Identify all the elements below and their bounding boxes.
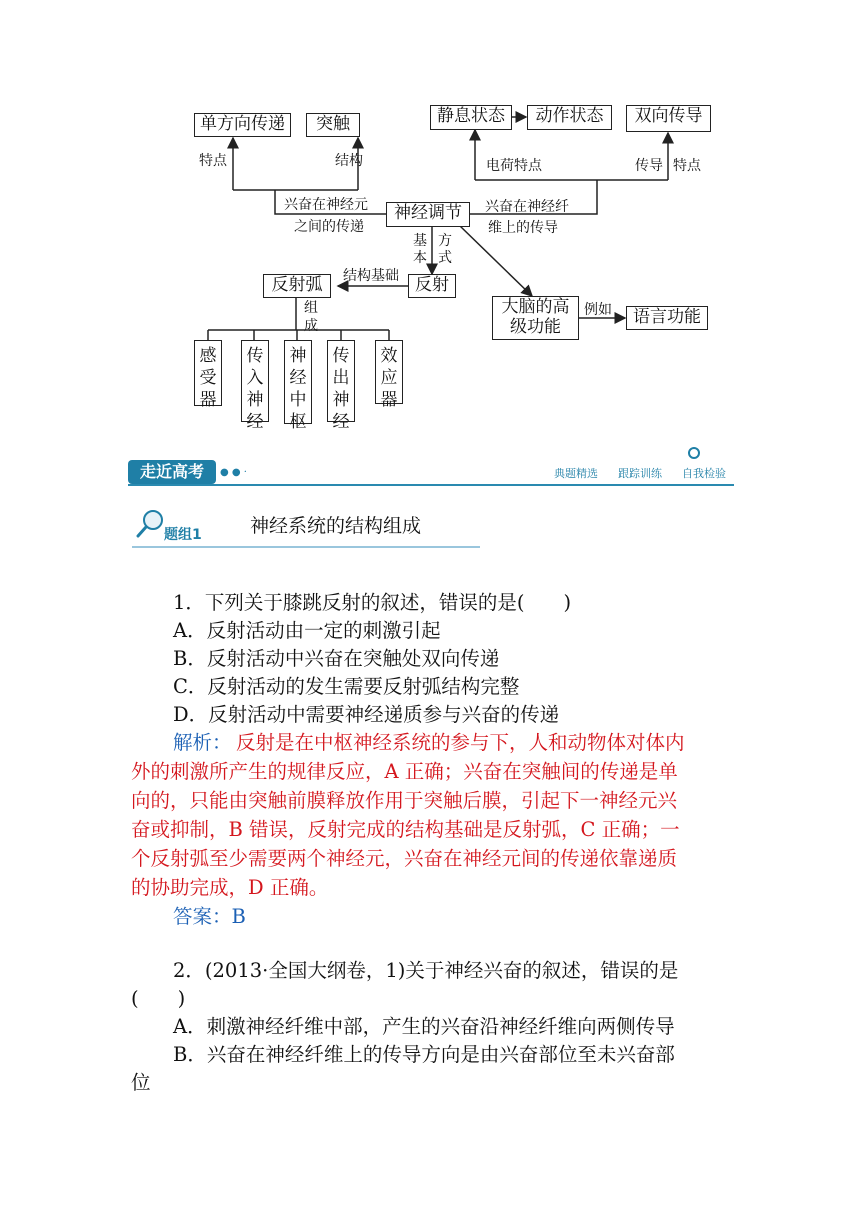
label-basic-2: 本 xyxy=(413,250,427,266)
q1-analysis-line: 反射是在中枢神经系统的参与下，人和动物体对体内 xyxy=(236,731,685,754)
banner-dots-icon: ● ● · xyxy=(220,467,247,478)
brain-line-1: 大脑的高 xyxy=(501,297,570,317)
component-effector: 效 应 器 xyxy=(375,340,403,404)
q2-option-b: B．兴奋在神经纤维上的传导方向是由兴奋部位至未兴奋部 xyxy=(173,1043,675,1066)
component-efferent-nerve: 传 出 神 经 xyxy=(327,340,355,422)
component-afferent-nerve: 传 入 神 经 xyxy=(241,340,269,422)
q1-analysis-label: 解析： xyxy=(173,731,232,754)
banner-right-1: 典题精选 xyxy=(554,467,598,480)
label-example: 例如 xyxy=(584,302,612,318)
label-between-neurons-2: 之间的传递 xyxy=(294,219,364,235)
label-feature-left: 特点 xyxy=(199,153,227,169)
box-brain-higher-function xyxy=(492,296,579,340)
label-structure-basis: 结构基础 xyxy=(343,268,399,284)
q1-analysis-line: 奋或抑制，B 错误，反射完成的结构基础是反射弧，C 正确；一 xyxy=(131,818,680,841)
q1-option-d: D．反射活动中需要神经递质参与兴奋的传递 xyxy=(173,703,560,726)
q1-analysis-line: 向的，只能由突触前膜释放作用于突触后膜，引起下一神经元兴 xyxy=(131,789,678,812)
label-conduct: 传导 xyxy=(635,158,663,174)
box-action-state: 动作状态 xyxy=(527,105,612,130)
group-tag: 题组1 xyxy=(164,527,202,543)
brain-line-2: 级功能 xyxy=(510,317,561,337)
q1-analysis-line: 个反射弧至少需要两个神经元，兴奋在神经元间的传递依靠递质 xyxy=(131,847,678,870)
q1-analysis-line: 的协助完成，D 正确。 xyxy=(131,876,329,899)
banner-divider xyxy=(128,484,734,486)
q1-analysis-line: 外的刺激所产生的规律反应，A 正确；兴奋在突触间的传递是单 xyxy=(131,760,678,783)
q2-option-b-cont: 位 xyxy=(131,1071,151,1094)
magnifier-icon xyxy=(136,508,166,538)
q1-option-a: A．反射活动由一定的刺激引起 xyxy=(173,619,441,642)
label-structure: 结构 xyxy=(335,153,363,169)
label-conduct-feature: 特点 xyxy=(673,158,701,174)
box-neural-regulation: 神经调节 xyxy=(386,202,470,227)
component-nerve-center: 神 经 中 枢 xyxy=(284,340,312,424)
q1-option-b: B．反射活动中兴奋在突触处双向传递 xyxy=(173,647,500,670)
banner-tag: 走近高考 xyxy=(128,460,216,484)
group-underline xyxy=(132,546,480,548)
label-compose-2: 成 xyxy=(304,318,318,334)
label-mode-2: 式 xyxy=(438,250,452,266)
label-between-neurons-1: 兴奋在神经元 xyxy=(284,197,368,213)
label-along-fiber-1: 兴奋在神经纤 xyxy=(485,199,569,215)
q1-answer: 答案：B xyxy=(173,905,246,928)
banner-right-2: 跟踪训练 xyxy=(618,467,662,480)
box-resting-state: 静息状态 xyxy=(430,105,512,130)
label-basic-1: 基 xyxy=(413,233,427,249)
component-receptor: 感 受 器 xyxy=(194,340,222,406)
group-title: 神经系统的结构组成 xyxy=(250,515,422,537)
banner-circle-icon xyxy=(688,447,700,459)
box-language-function: 语言功能 xyxy=(626,306,708,330)
q2-stem: 2．(2013·全国大纲卷，1)关于神经兴奋的叙述，错误的是 xyxy=(173,959,679,982)
label-compose-1: 组 xyxy=(304,300,318,316)
box-synapse: 突触 xyxy=(306,113,360,137)
box-reflex: 反射 xyxy=(408,274,456,298)
box-reflex-arc: 反射弧 xyxy=(263,274,331,298)
q1-stem: 1．下列关于膝跳反射的叙述，错误的是( ) xyxy=(173,591,572,614)
label-mode-1: 方 xyxy=(438,233,452,249)
box-one-way-transmission: 单方向传递 xyxy=(194,113,291,137)
banner-right-3: 自我检验 xyxy=(682,467,726,480)
box-two-way-conduction: 双向传导 xyxy=(626,105,711,132)
label-charge-feature: 电荷特点 xyxy=(486,158,542,174)
q2-option-a: A．刺激神经纤维中部，产生的兴奋沿神经纤维向两侧传导 xyxy=(173,1015,675,1038)
label-along-fiber-2: 维上的传导 xyxy=(488,220,558,236)
q2-stem-cont: ( ) xyxy=(131,987,186,1010)
q1-option-c: C．反射活动的发生需要反射弧结构完整 xyxy=(173,675,520,698)
